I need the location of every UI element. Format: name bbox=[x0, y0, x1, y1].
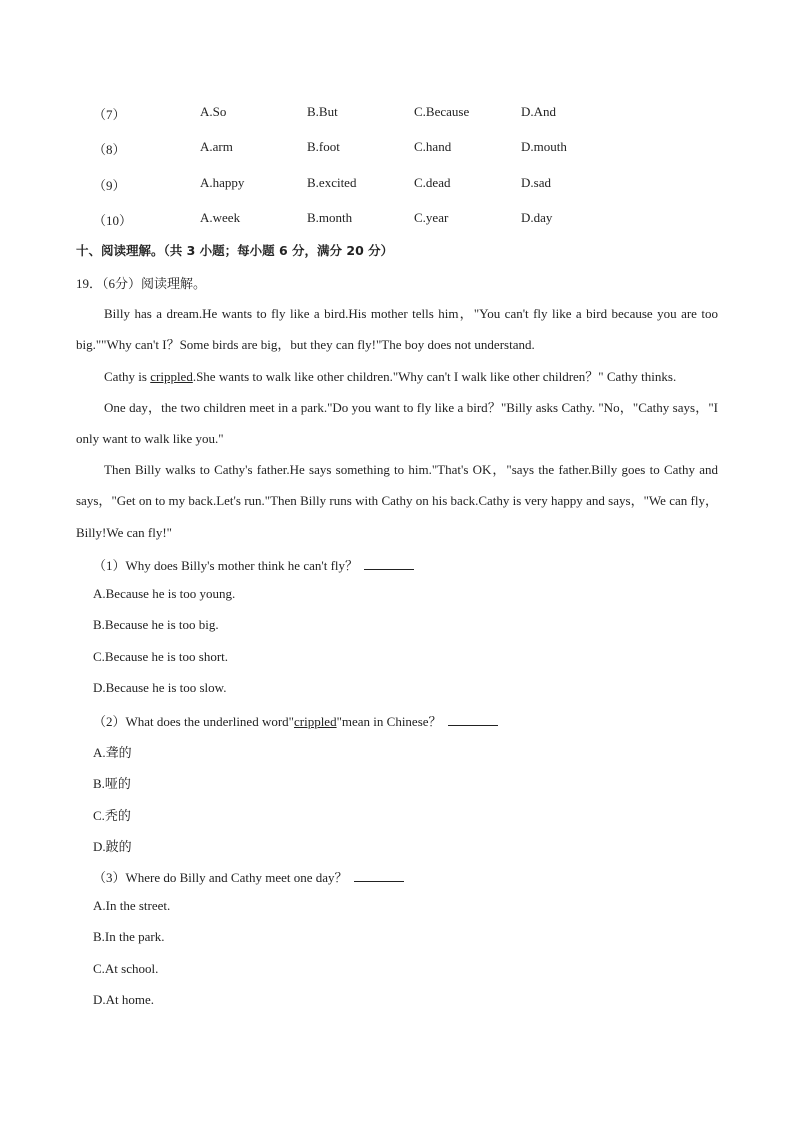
option-d: D.And bbox=[521, 104, 557, 119]
option-b: B.month bbox=[307, 210, 353, 225]
option-a: A.So bbox=[200, 104, 227, 119]
option-d: D.sad bbox=[521, 175, 551, 190]
question-3-stem bbox=[93, 867, 404, 886]
option-c: C.Because bbox=[414, 104, 470, 119]
option-number: （10） bbox=[93, 213, 133, 228]
option-row-8 bbox=[0, 139, 794, 159]
q3-choice-c: C.At school. bbox=[93, 961, 159, 976]
passage-text: Cathy is bbox=[104, 369, 151, 384]
option-a: A.happy bbox=[200, 175, 245, 190]
underlined-word: crippled bbox=[150, 369, 193, 384]
answer-blank[interactable] bbox=[448, 713, 498, 726]
option-number: （9） bbox=[93, 178, 126, 193]
section-title: 十、阅读理解。（共 3 小题；每小题 6 分，满分 20 分） bbox=[76, 243, 394, 258]
q2-choice-b: B.哑的 bbox=[93, 776, 131, 791]
option-a: A.arm bbox=[200, 139, 233, 154]
passage-text: .She wants to walk like other children."Why can't I walk like other children？" Cathy thinks. bbox=[192, 369, 677, 384]
passage-paragraph-1: Billy has a dream.He wants to fly like a bird.His mother tells him，"You can't fly like a bird because you are too big.""Why can't I？Some birds are big，but they can fly!"The boy does not understand. bbox=[76, 306, 718, 353]
option-b: B.foot bbox=[307, 139, 340, 154]
question-text: （1）Why does Billy's mother think he can't fly？ bbox=[93, 558, 359, 573]
passage-paragraph-3: One day，the two children meet in a park."Do you want to fly like a bird？"Billy asks Cathy. "No，"Cathy says，"I only want to walk like you." bbox=[76, 400, 718, 447]
q2-choice-d: D.跛的 bbox=[93, 839, 132, 854]
q2-choice-c: C.秃的 bbox=[93, 808, 131, 823]
passage-paragraph-4: Then Billy walks to Cathy's father.He says something to him."That's OK，"says the father.Billy goes to Cathy and says，"Get on to my back.Let's run."Then Billy runs with Cathy on his back.Cathy is very happy and says，"We can fly，Billy!We can fly!" bbox=[76, 462, 718, 540]
question-text: "mean in Chinese？ bbox=[336, 714, 442, 729]
option-c: C.year bbox=[414, 210, 449, 225]
option-b: B.excited bbox=[307, 175, 357, 190]
option-number: （7） bbox=[93, 107, 126, 122]
option-b: B.But bbox=[307, 104, 338, 119]
question-title: 19．（6分）阅读理解。 bbox=[76, 276, 207, 291]
q2-choice-a: A.聋的 bbox=[93, 745, 132, 760]
q1-choice-c: C.Because he is too short. bbox=[93, 649, 229, 664]
option-a: A.week bbox=[200, 210, 241, 225]
option-row-7 bbox=[0, 104, 794, 124]
option-d: D.day bbox=[521, 210, 553, 225]
option-d: D.mouth bbox=[521, 139, 567, 154]
q1-choice-b: B.Because he is too big. bbox=[93, 617, 219, 632]
q3-choice-d: D.At home. bbox=[93, 992, 155, 1007]
question-text: （3）Where do Billy and Cathy meet one day？ bbox=[93, 870, 348, 885]
option-row-9 bbox=[0, 175, 794, 195]
q3-choice-a: A.In the street. bbox=[93, 898, 171, 913]
underlined-word: crippled bbox=[293, 714, 337, 729]
question-2-stem bbox=[93, 711, 498, 730]
q3-choice-b: B.In the park. bbox=[93, 929, 165, 944]
passage-paragraph-2 bbox=[76, 361, 718, 392]
question-1-stem bbox=[93, 555, 414, 574]
answer-blank[interactable] bbox=[354, 869, 404, 882]
question-text: （2）What does the underlined word" bbox=[93, 714, 294, 729]
q1-choice-d: D.Because he is too slow. bbox=[93, 680, 227, 695]
q1-choice-a: A.Because he is too young. bbox=[93, 586, 236, 601]
option-number: （8） bbox=[93, 142, 126, 157]
option-row-10 bbox=[0, 210, 794, 230]
option-c: C.hand bbox=[414, 139, 452, 154]
option-c: C.dead bbox=[414, 175, 451, 190]
answer-blank[interactable] bbox=[364, 557, 414, 570]
